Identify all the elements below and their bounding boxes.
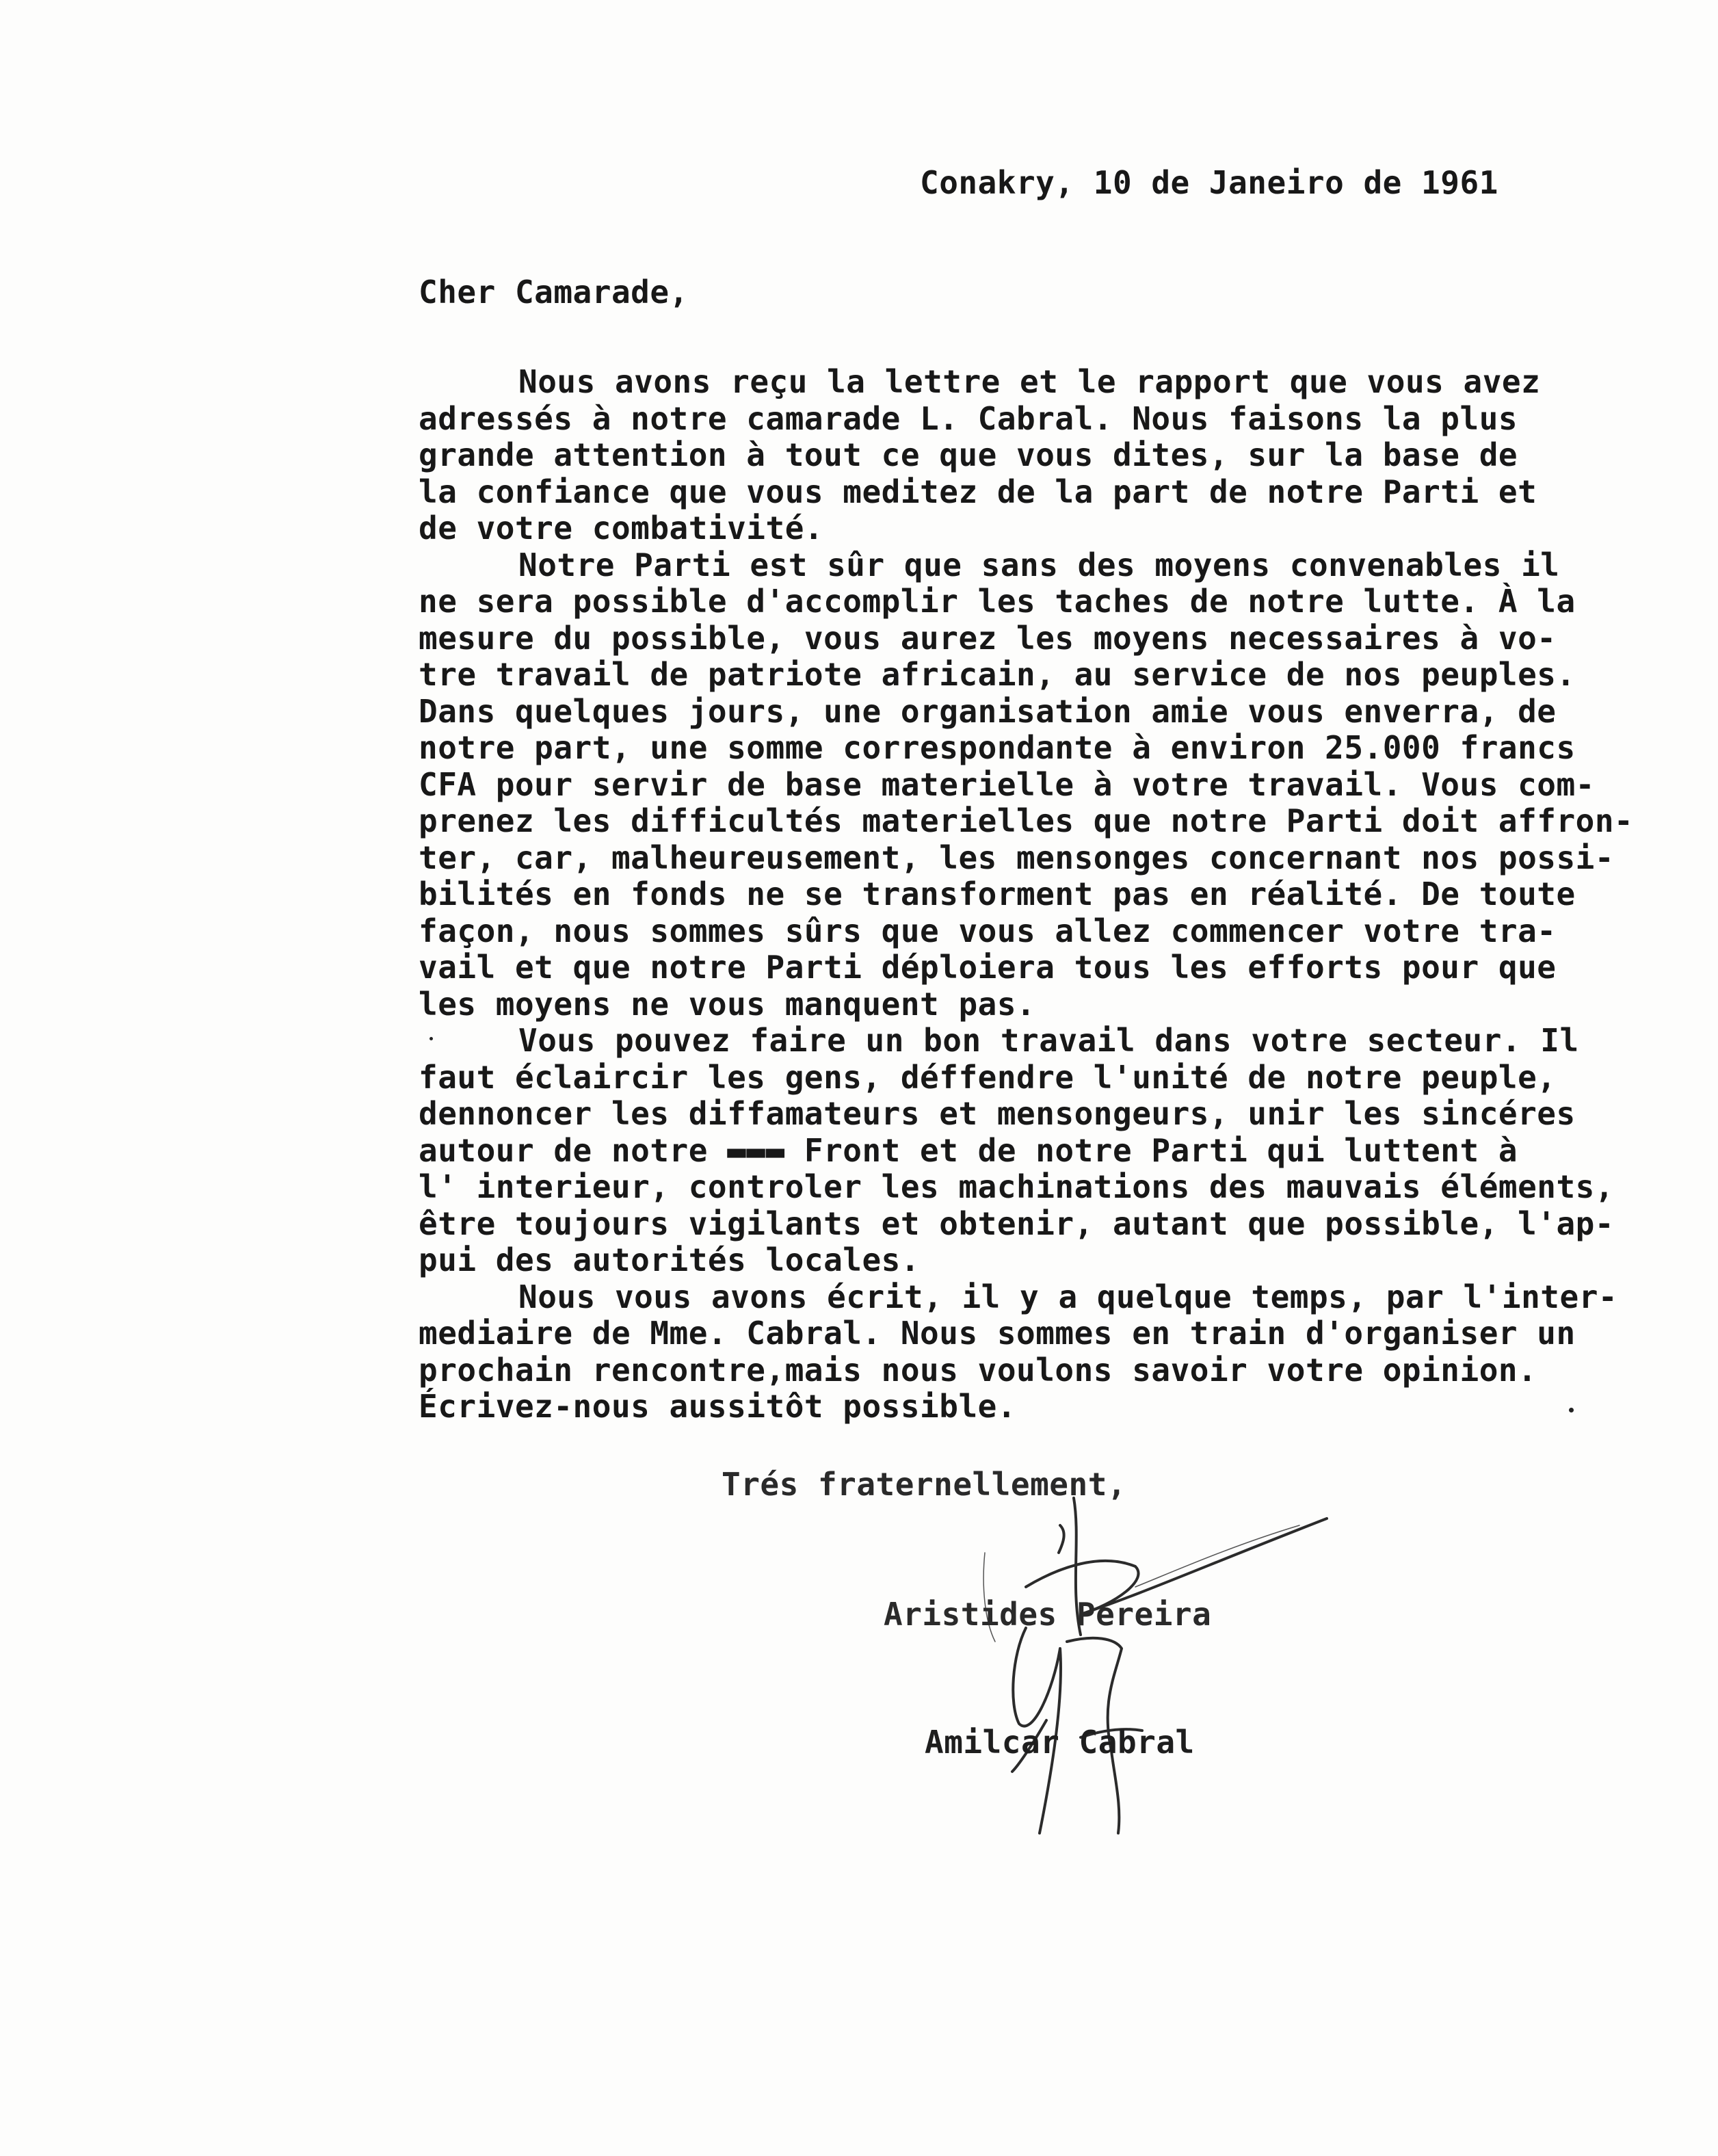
letter-line: être toujours vigilants et obtenir, autant que possible, l'ap- <box>419 1205 1615 1242</box>
signatory-name: Aristides Pereira <box>884 1596 1212 1633</box>
letter-line: tre travail de patriote africain, au service de nos peuples. <box>419 656 1576 693</box>
letter-line: autour de notre ▬▬▬ Front et de notre Parti qui luttent à <box>419 1131 1518 1169</box>
letter-line: Nous avons reçu la lettre et le rapport que vous avez <box>518 363 1541 400</box>
handwritten-signature <box>944 1477 1354 1861</box>
letter-line: faut éclaircir les gens, déffendre l'unité de notre peuple, <box>419 1058 1557 1096</box>
letter-line: ne sera possible d'accomplir les taches de notre lutte. À la <box>419 583 1576 620</box>
letter-line: adressés à notre camarade L. Cabral. Nous faisons la plus <box>419 399 1518 437</box>
letter-line: notre part, une somme correspondante à environ 25.000 francs <box>419 729 1576 766</box>
letter-line: prochain rencontre,mais nous voulons savoir votre opinion. <box>419 1351 1537 1389</box>
letter-line: Notre Parti est sûr que sans des moyens convenables il <box>518 546 1560 583</box>
letter-line: de votre combativité. <box>419 510 824 547</box>
letter-line: prenez les difficultés materielles que notre Parti doit affron- <box>419 802 1634 839</box>
letter-line: mesure du possible, vous aurez les moyens necessaires à vo- <box>419 619 1557 657</box>
letter-line: grande attention à tout ce que vous dites, sur la base de <box>419 436 1518 473</box>
letter-line: bilités en fonds ne se transforment pas en réalité. De toute <box>419 876 1576 912</box>
letter-line: la confiance que vous meditez de la part de notre Parti et <box>419 473 1537 510</box>
signatory-name: Amilcar Cabral <box>925 1724 1195 1761</box>
letter-line: ter, car, malheureusement, les mensonges concernant nos possi- <box>419 839 1615 876</box>
dateline: Conakry, 10 de Janeiro de 1961 <box>920 164 1498 201</box>
ink-speck <box>430 1037 433 1040</box>
ink-speck <box>1569 1408 1574 1412</box>
letter-line: dennoncer les diffamateurs et mensongeurs, unir les sincéres <box>419 1095 1576 1132</box>
letter-line: l' interieur, controler les machinations des mauvais éléments, <box>419 1168 1615 1205</box>
letter-line: Vous pouvez faire un bon travail dans votre secteur. Il <box>518 1022 1579 1059</box>
salutation: Cher Camarade, <box>419 274 689 311</box>
letter-line: mediaire de Mme. Cabral. Nous sommes en train d'organiser un <box>419 1315 1576 1352</box>
letter-line: pui des autorités locales. <box>419 1241 921 1278</box>
letter-line: façon, nous sommes sûrs que vous allez commencer votre tra- <box>419 912 1557 949</box>
letter-line: Écrivez-nous aussitôt possible. <box>419 1388 1017 1425</box>
letter-line: les moyens ne vous manquent pas. <box>419 985 1036 1023</box>
letter-line: Nous vous avons écrit, il y a quelque temps, par l'inter- <box>518 1278 1618 1315</box>
letter-line: vail et que notre Parti déploiera tous les efforts pour que <box>419 949 1557 986</box>
letter-line: Dans quelques jours, une organisation amie vous enverra, de <box>419 692 1557 730</box>
letter-line: CFA pour servir de base materielle à votre travail. Vous com- <box>419 765 1595 803</box>
closing-phrase: Trés fraternellement, <box>722 1466 1127 1503</box>
